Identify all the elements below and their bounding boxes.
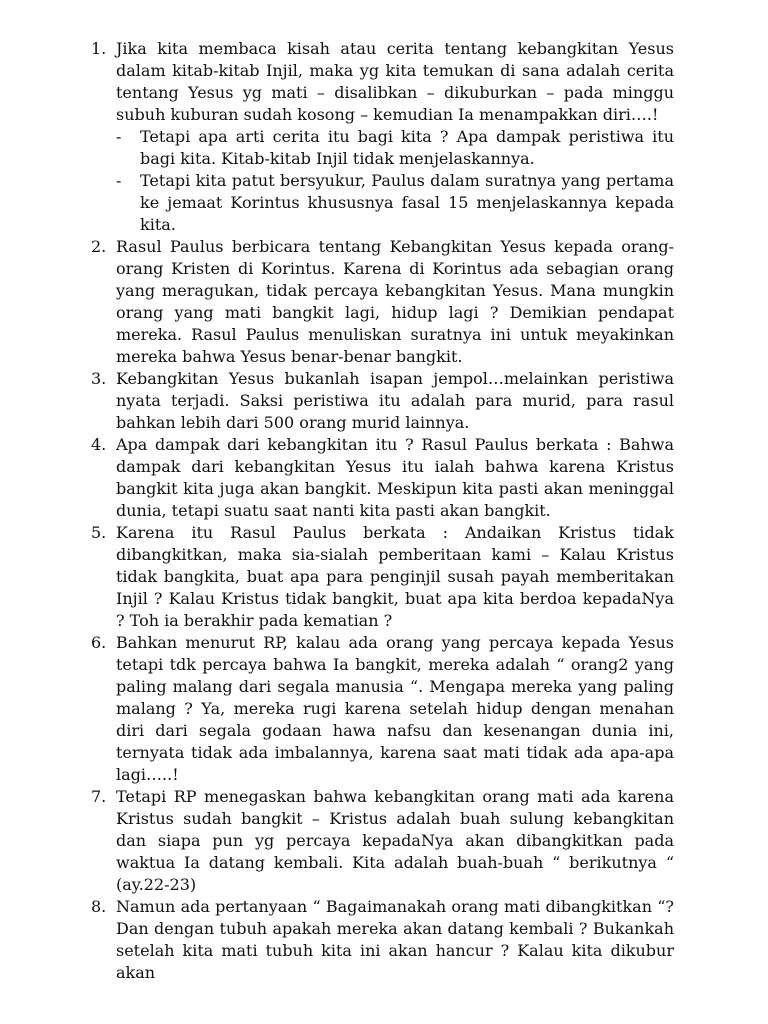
item-number: 4. (91, 435, 107, 454)
item-text: Namun ada pertanyaan “ Bagaimanakah orang mati dibangkitkan “? Dan dengan tubuh apakah mereka akan datang kembali ? Bukankah setelah kita mati tubuh kita ini akan hancur ? Kalau kita dikubur akan (116, 897, 674, 982)
list-item-8 (0, 896, 768, 984)
item-number: 5. (91, 523, 107, 542)
list-item-5 (0, 522, 768, 632)
sub-list (116, 126, 674, 236)
list-item-4 (0, 434, 768, 522)
item-text: Apa dampak dari kebangkitan itu ? Rasul Paulus berkata : Bahwa dampak dari kebangkitan Yesus itu ialah bahwa karena Kristus bangkit kita juga akan bangkit. Meskipun kita pasti akan meninggal dunia, tetapi suatu saat nanti kita pasti akan bangkit. (116, 435, 674, 520)
item-number: 8. (91, 897, 107, 916)
sub-item-text: Tetapi apa arti cerita itu bagi kita ? Apa dampak peristiwa itu bagi kita. Kitab-kitab Injil tidak menjelaskannya. (140, 127, 674, 168)
item-text: Karena itu Rasul Paulus berkata : Andaikan Kristus tidak dibangkitkan, maka sia-sialah pemberitaan kami – Kalau Kristus tidak bangkita, buat apa para penginjil susah payah memberitakan Injil ? Kalau Kristus tidak bangkit, buat apa kita berdoa kepadaNya ? Toh ia berakhir pada kematian ? (116, 523, 674, 630)
list-item-6 (0, 632, 768, 786)
item-text: Rasul Paulus berbicara tentang Kebangkitan Yesus kepada orang-orang Kristen di Korintus. Karena di Korintus ada sebagian orang yang meragukan, tidak percaya kebangkitan Yesus. Mana mungkin orang yang mati bangkit lagi, hidup lagi ? Demikian pendapat mereka. Rasul Paulus menuliskan suratnya ini untuk meyakinkan mereka bahwa Yesus benar-benar bangkit. (116, 237, 674, 366)
sub-item-1 (116, 126, 674, 170)
item-number: 3. (91, 369, 107, 388)
document-page (0, 38, 768, 984)
list-item-3 (0, 368, 768, 434)
numbered-list (0, 38, 768, 984)
item-number: 6. (91, 633, 107, 652)
item-text: Bahkan menurut RP, kalau ada orang yang percaya kepada Yesus tetapi tdk percaya bahwa Ia bangkit, mereka adalah “ orang2 yang paling malang dari segala manusia “. Mengapa mereka yang paling malang ? Ya, mereka rugi karena setelah hidup dengan menahan diri dari segala godaan hawa nafsu dan kesenangan dunia ini, ternyata tidak ada imbalannya, karena saat mati tidak ada apa-apa lagi…..! (116, 633, 674, 784)
dash-bullet: - (116, 171, 122, 190)
sub-item-2 (116, 170, 674, 236)
list-item-2 (0, 236, 768, 368)
list-item-1 (0, 38, 768, 236)
item-text: Tetapi RP menegaskan bahwa kebangkitan orang mati ada karena Kristus sudah bangkit – Kristus adalah buah sulung kebangkitan dan siapa pun yg percaya kepadaNya akan dibangkitkan pada waktua Ia datang kembali. Kita adalah buah-buah “ berikutnya “ (ay.22-23) (116, 787, 674, 894)
dash-bullet: - (116, 127, 122, 146)
item-number: 2. (91, 237, 107, 256)
item-number: 1. (91, 39, 107, 58)
sub-item-text: Tetapi kita patut bersyukur, Paulus dalam suratnya yang pertama ke jemaat Korintus khususnya fasal 15 menjelaskannya kepada kita. (140, 171, 674, 234)
list-item-7 (0, 786, 768, 896)
item-text: Kebangkitan Yesus bukanlah isapan jempol…melainkan peristiwa nyata terjadi. Saksi peristiwa itu adalah para murid, para rasul bahkan lebih dari 500 orang murid lainnya. (116, 369, 674, 432)
item-text: Jika kita membaca kisah atau cerita tentang kebangkitan Yesus dalam kitab-kitab Injil, maka yg kita temukan di sana adalah cerita tentang Yesus yg mati – disalibkan – dikuburkan – pada minggu subuh kuburan sudah kosong – kemudian Ia menampakkan diri….! (116, 39, 674, 124)
item-number: 7. (91, 787, 107, 806)
